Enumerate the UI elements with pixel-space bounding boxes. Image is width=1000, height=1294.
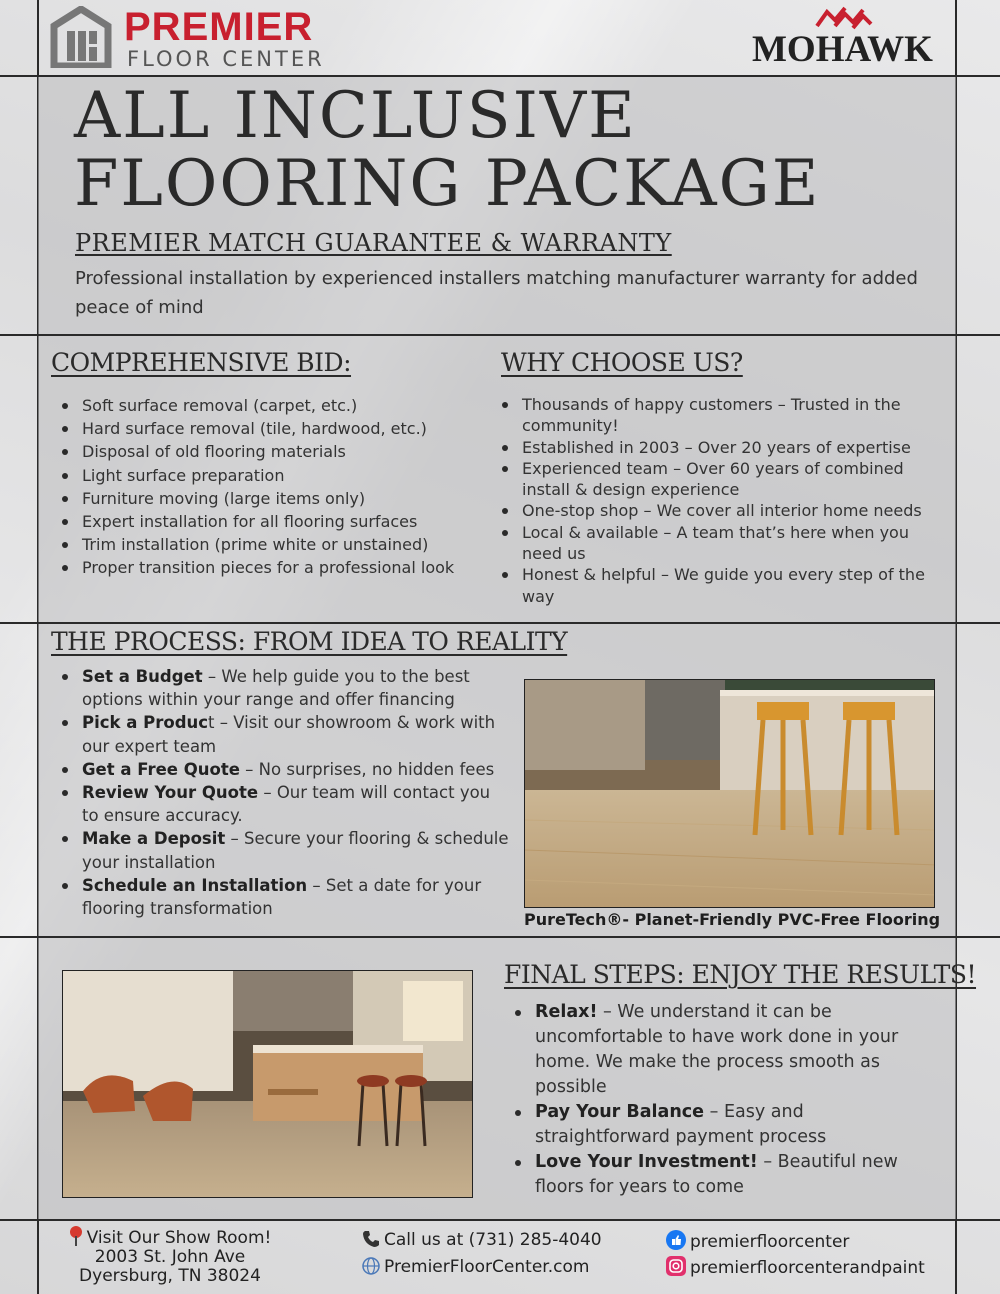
instagram-icon	[666, 1256, 686, 1276]
bid-list	[51, 394, 491, 580]
list-item	[504, 1150, 944, 1200]
step-title: Set a Budget	[82, 667, 203, 686]
list-item: Disposal of old flooring materials	[51, 440, 491, 463]
step-text: – We understand it can be uncomfortable to have work done in your home. We make the process smooth as possible	[535, 1002, 899, 1097]
photo-caption: PureTech®- Planet-Friendly PVC-Free Flooring	[524, 910, 941, 929]
brand-subtitle: FLOOR CENTER	[127, 47, 325, 71]
process-heading: THE PROCESS: FROM IDEA TO REALITY	[51, 627, 568, 656]
showroom-block	[50, 1226, 290, 1286]
instagram-line[interactable]	[666, 1256, 925, 1278]
list-item: Light surface preparation	[51, 464, 491, 487]
mohawk-mark-icon	[815, 6, 875, 30]
facebook-icon	[666, 1230, 686, 1250]
why-heading: WHY CHOOSE US?	[501, 348, 743, 377]
brand-name: PREMIER	[124, 5, 314, 49]
list-item: Proper transition pieces for a professional look	[51, 556, 491, 579]
final-list	[504, 1000, 944, 1200]
instagram-handle[interactable]: premierfloorcenterandpaint	[690, 1258, 925, 1278]
guarantee-subheading: PREMIER MATCH GUARANTEE & WARRANTY	[75, 229, 672, 257]
step-title: Relax!	[535, 1002, 598, 1022]
address-line-2: Dyersburg, TN 38024	[79, 1266, 261, 1286]
list-item: One-stop shop – We cover all interior home needs	[491, 500, 946, 521]
step-title: Pick a Produc	[82, 713, 209, 733]
flooring-photo-kitchen	[62, 970, 473, 1198]
list-item	[51, 665, 511, 711]
title-line-1: ALL INCLUSIVE	[74, 79, 637, 153]
flooring-photo-stools	[524, 679, 935, 908]
globe-icon	[362, 1257, 380, 1275]
website-link[interactable]: PremierFloorCenter.com	[384, 1257, 590, 1277]
step-text: – Set a date for your flooring transformation	[82, 875, 482, 919]
showroom-line	[50, 1226, 290, 1248]
process-list	[51, 665, 511, 920]
list-item: Expert installation for all flooring surfaces	[51, 510, 491, 533]
list-item: Thousands of happy customers – Trusted in the community!	[491, 394, 946, 437]
step-title: Make a Deposit	[82, 829, 226, 849]
list-item	[504, 1000, 944, 1100]
final-heading: FINAL STEPS: ENJOY THE RESULTS!	[504, 960, 977, 989]
showroom-label: Visit Our Show Room!	[86, 1228, 272, 1248]
step-title: Review Your Quote	[82, 783, 259, 803]
list-item	[51, 758, 511, 781]
step-title: Pay Your Balance	[535, 1102, 705, 1122]
title-line-2: FLOORING PACKAGE	[74, 147, 821, 221]
phone-line[interactable]	[362, 1230, 602, 1250]
list-item	[51, 827, 511, 873]
list-item: Experienced team – Over 60 years of combined install & design experience	[491, 458, 946, 501]
list-item	[51, 781, 511, 827]
step-text: – Our team will contact you to ensure accuracy.	[82, 783, 491, 826]
list-item: Furniture moving (large items only)	[51, 487, 491, 510]
list-item	[504, 1100, 944, 1150]
list-item: Honest & helpful – We guide you every step of the way	[491, 564, 946, 607]
step-text: t – Visit our showroom & work with our expert team	[82, 713, 496, 756]
step-text: – Secure your flooring & schedule your installation	[82, 829, 509, 872]
list-item: Trim installation (prime white or unstained)	[51, 533, 491, 556]
phone-icon	[362, 1230, 380, 1248]
step-title: Schedule an Installation	[82, 875, 308, 895]
bid-heading: COMPREHENSIVE BID:	[51, 348, 352, 377]
list-item: Local & available – A team that’s here when you need us	[491, 522, 946, 565]
divider-final	[0, 1219, 1000, 1221]
step-text: – Easy and straightforward payment process	[535, 1102, 827, 1147]
step-text: – Beautiful new floors for years to come	[535, 1152, 898, 1197]
list-item	[51, 874, 511, 920]
facebook-handle[interactable]: premierfloorcenter	[690, 1232, 850, 1252]
facebook-line[interactable]	[666, 1230, 849, 1252]
list-item: Established in 2003 – Over 20 years of expertise	[491, 437, 946, 458]
page-title	[74, 79, 821, 221]
step-text: – No surprises, no hidden fees	[239, 759, 495, 779]
step-title: Get a Free Quote	[82, 759, 240, 779]
why-list	[491, 394, 946, 607]
list-item: Hard surface removal (tile, hardwood, etc.)	[51, 417, 491, 440]
step-text: – We help guide you to the best options within your range and offer financing	[82, 667, 470, 710]
website-line[interactable]	[362, 1257, 589, 1277]
guarantee-description: Professional installation by experienced installers matching manufacturer warranty for added peace of mind	[75, 268, 918, 318]
map-pin-icon	[69, 1226, 83, 1246]
partner-logo: MOHAWK	[752, 29, 933, 70]
step-title: Love Your Investment!	[535, 1152, 758, 1172]
house-logo-icon	[50, 6, 112, 68]
list-item	[51, 711, 511, 757]
list-item: Soft surface removal (carpet, etc.)	[51, 394, 491, 417]
address-line-1: 2003 St. John Ave	[94, 1247, 246, 1267]
phone-number[interactable]: Call us at (731) 285-4040	[384, 1230, 602, 1250]
